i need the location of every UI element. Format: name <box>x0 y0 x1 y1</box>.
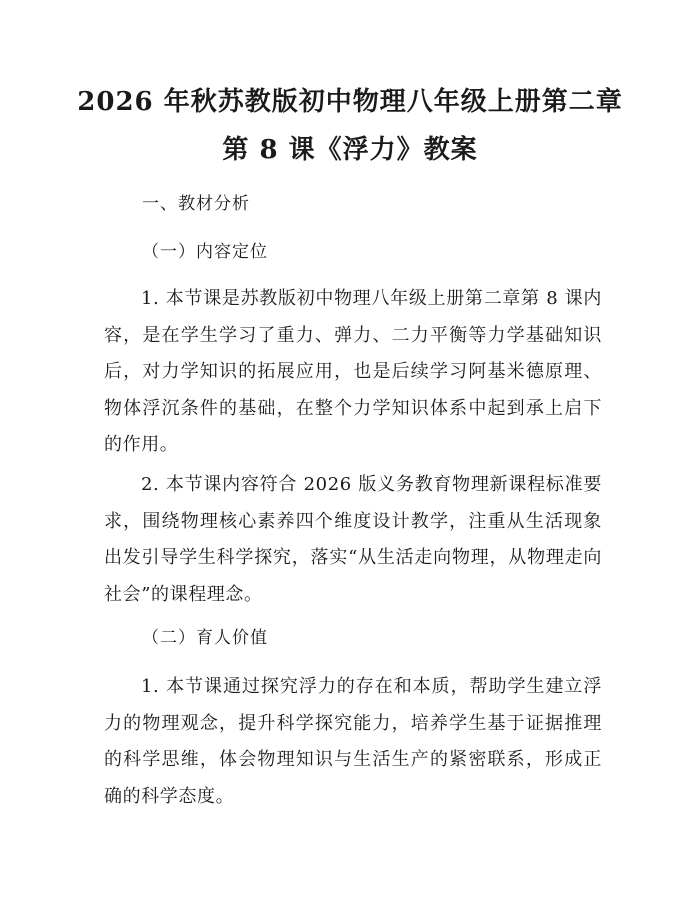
subsection-heading-content-positioning: （一）内容定位 <box>142 242 268 262</box>
document-title-line-2: 第 8 课《浮力》教案 <box>222 135 478 165</box>
section-heading-textbook-analysis: 一、教材分析 <box>142 194 250 214</box>
paragraph-educational-value-1: 1. 本节课通过探究浮力的存在和本质，帮助学生建立浮力的物理观念，提升科学探究能力，培养学生基于证据推理的科学思维，体会物理知识与生活生产的紧密联系，形成正确的科学态度。 <box>104 676 602 807</box>
subsection-heading-educational-value: （二）育人价值 <box>142 628 268 648</box>
paragraph-content-positioning-1: 1. 本节课是苏教版初中物理八年级上册第二章第 8 课内容，是在学生学习了重力、弹力、二力平衡等力学基础知识后，对力学知识的拓展应用，也是后续学习阿基米德原理、物体浮沉条件的基础，在整个力学知识体系中起到承上启下的作用。 <box>104 288 602 455</box>
paragraph-content-positioning-2: 2. 本节课内容符合 2026 版义务教育物理新课程标准要求，围绕物理核心素养四个维度设计教学，注重从生活现象出发引导学生科学探究，落实“从生活走向物理，从物理走向社会”的课程理念。 <box>104 474 602 605</box>
document-title-line-1: 2026 年秋苏教版初中物理八年级上册第二章 <box>77 87 623 117</box>
